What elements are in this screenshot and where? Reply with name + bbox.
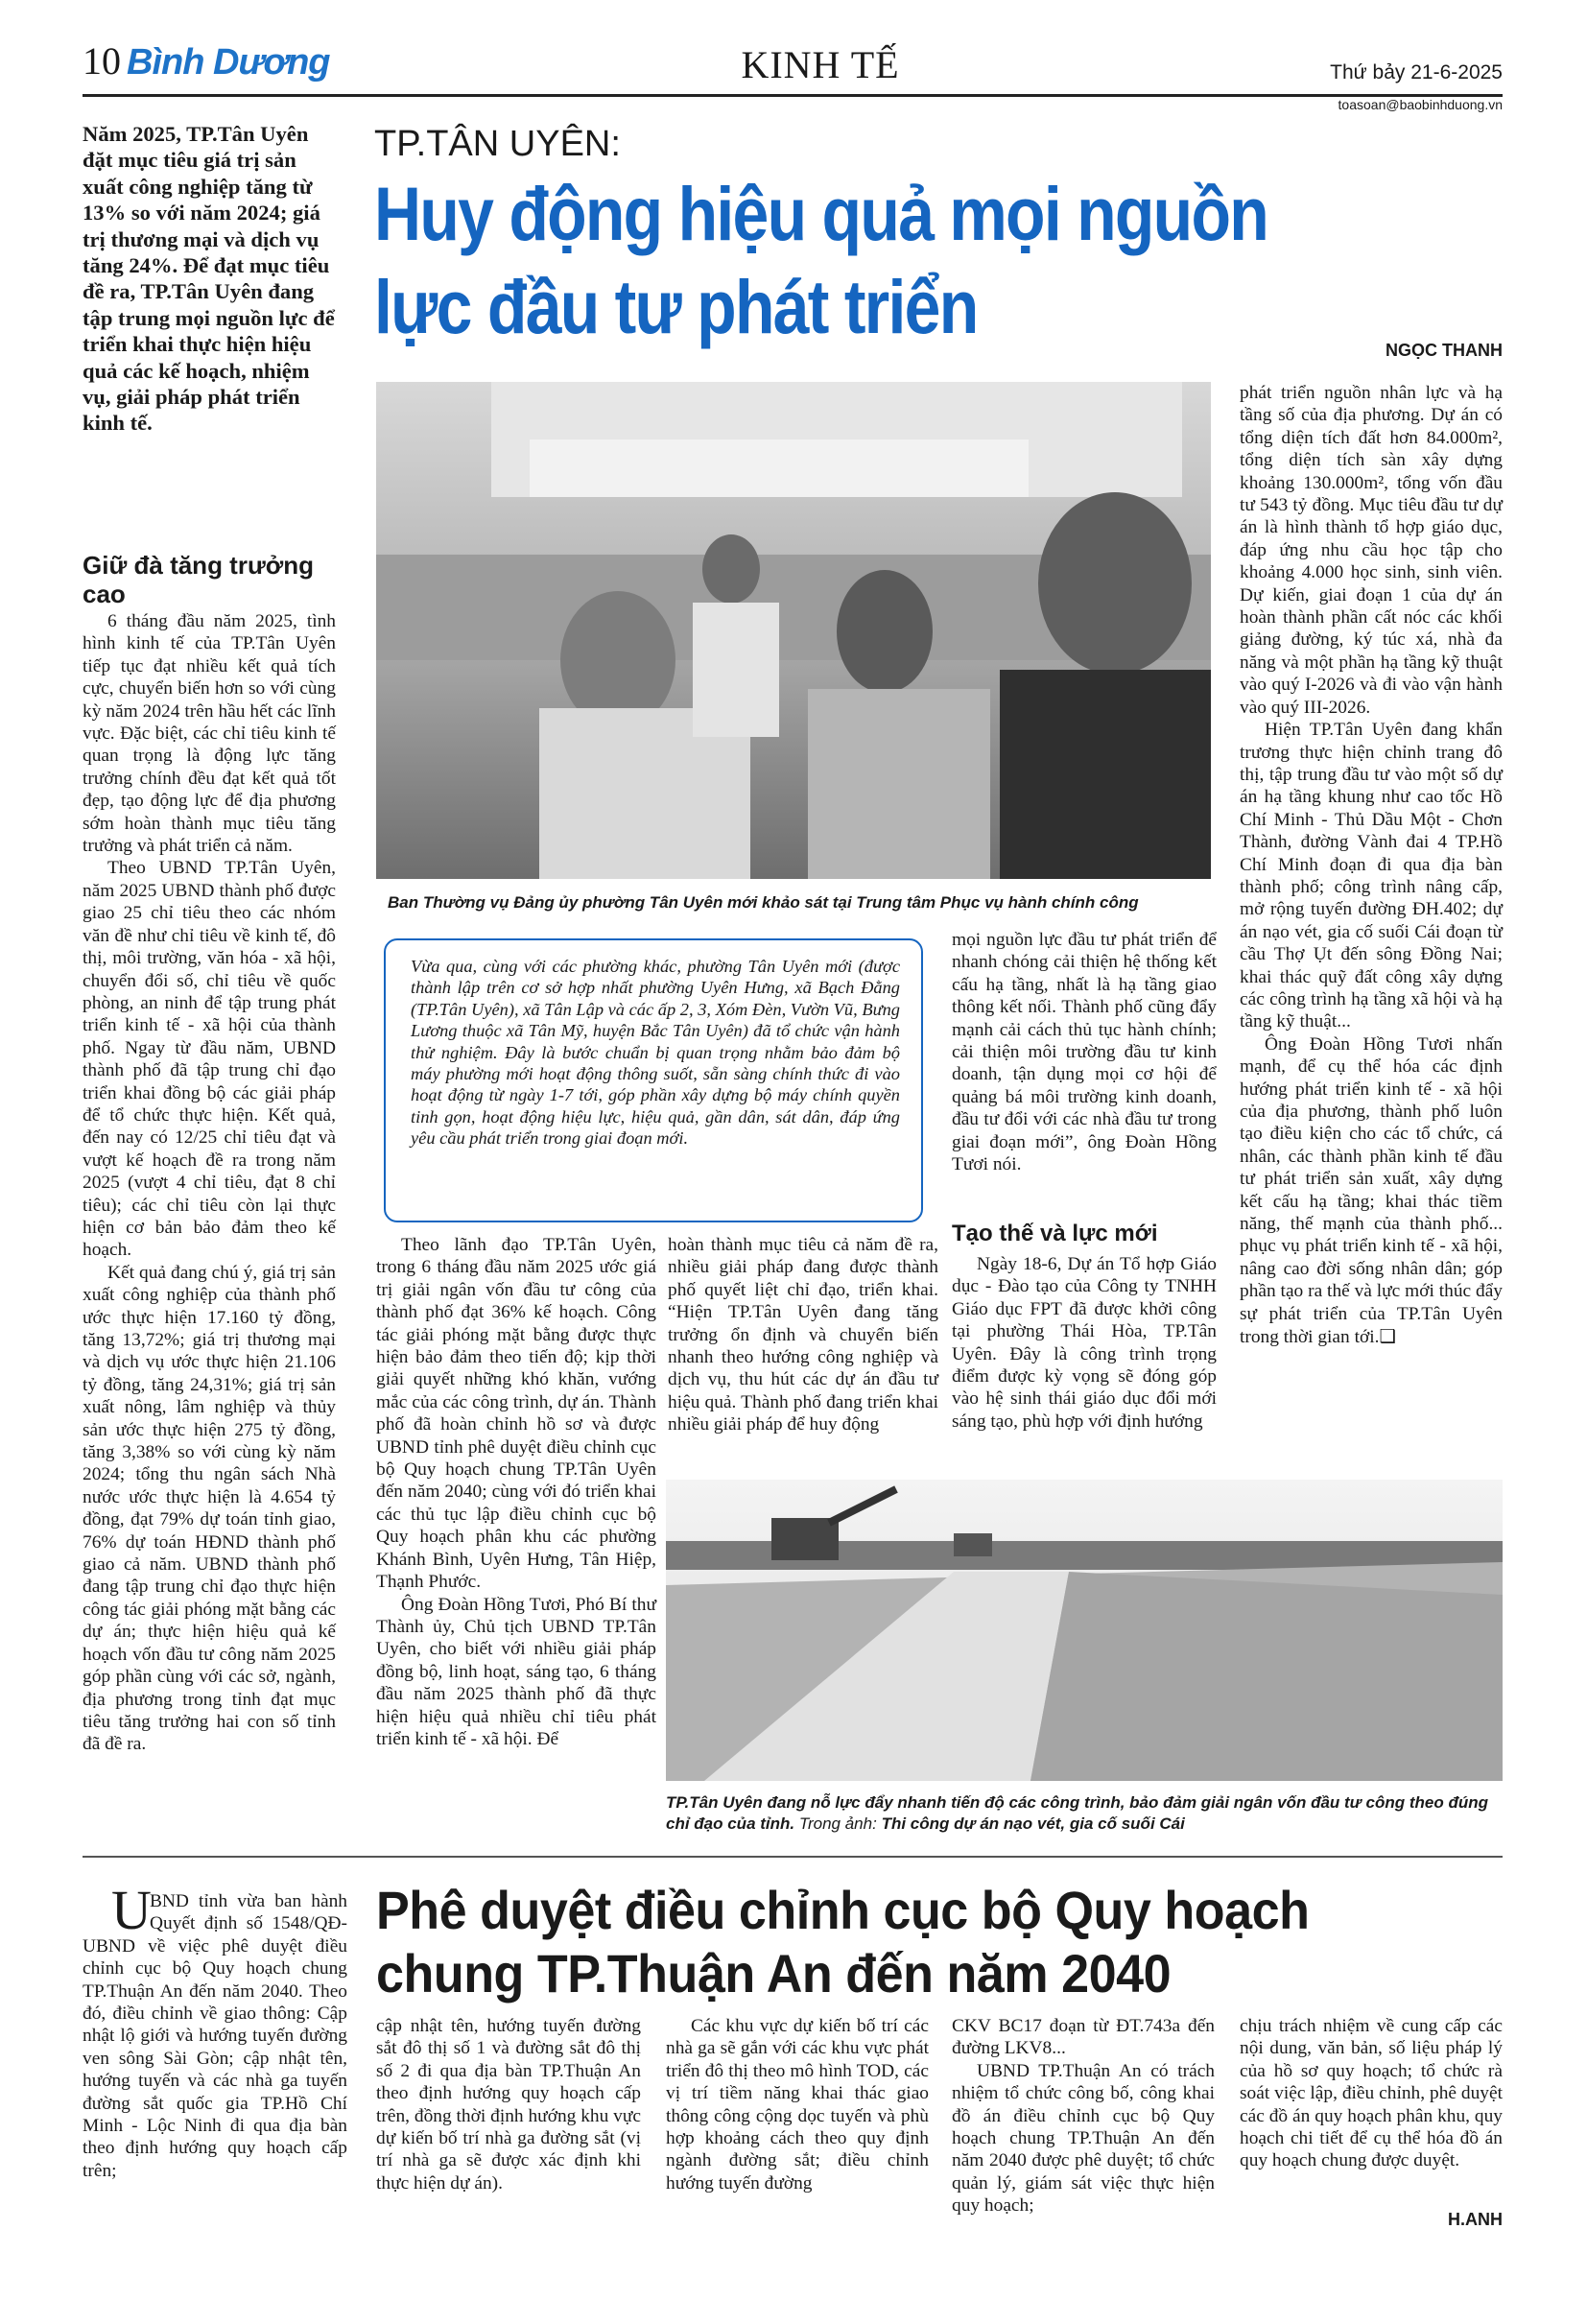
subheading-growth: Giữ đà tăng trưởng cao <box>83 551 315 608</box>
issue-date: Thứ bảy 21-6-2025 <box>1330 61 1503 83</box>
end-mark: ❑ <box>1379 1325 1396 1348</box>
photo-construction-site <box>666 1480 1503 1781</box>
article-kicker: TP.TÂN UYÊN: <box>374 124 621 164</box>
paragraph: CKV BC17 đoạn từ ĐT.743a đến đường LKV8... <box>952 2016 1215 2059</box>
column-5 <box>1240 382 1503 1348</box>
paragraph: Theo lãnh đạo TP.Tân Uyên, trong 6 tháng đầu năm 2025 ước giá trị giải ngân vốn đầu tư công của thành phố đạt 36% kế hoạch. Công tác giải phóng mặt bằng được thực hiện bảo đảm theo tiến độ; kịp thời giải quyết những khó khăn, vướng mắc của các công trình, dự án. Thành phố đã hoàn chỉnh hồ sơ và được UBND tỉnh phê duyệt điều chỉnh cục bộ Quy hoạch chung TP.Tân Uyên đến năm 2040; cùng với đó triển khai các thủ tục lập điều chỉnh cục bộ Quy hoạch phân khu các phường Khánh Bình, Uyên Hưng, Tân Hiệp, Thạnh Phước. <box>376 1235 656 1593</box>
photo1-caption: Ban Thường vụ Đảng ủy phường Tân Uyên mới khảo sát tại Trung tâm Phục vụ hành chính công <box>388 893 1139 912</box>
paragraph: Ông Đoàn Hồng Tươi, Phó Bí thư Thành ủy, Chủ tịch UBND TP.Tân Uyên, cho biết với nhiều giải pháp đồng bộ, linh hoạt, sáng tạo, 6 tháng đầu năm 2025 thành phố đã thực hiện hiệu quả nhiều chỉ tiêu phát triển kinh tế - xã hội. Để <box>376 1594 656 1749</box>
column-2 <box>376 1234 656 1750</box>
article2-column-3 <box>666 2015 929 2194</box>
section-divider <box>83 1856 1503 1858</box>
paragraph: cập nhật tên, hướng tuyến đường sắt đô thị số 1 và đường sắt đô thị số 2 đi qua địa bàn TP.Thuận An theo định hướng quy hoạch cấp trên, đồng thời định hướng khu vực dự kiến bố trí nhà ga đường sắt (vị trí nhà ga sẽ được xác định khi thực hiện dự án). <box>376 2016 641 2194</box>
masthead-logo: Bình Dương <box>127 42 330 83</box>
photo-officials-visit <box>376 382 1211 879</box>
paragraph: UBND TP.Thuận An có trách nhiệm tổ chức công bố, công khai đồ án điều chỉnh cục bộ Quy hoạch chung TP.Thuận An đến năm 2040 được phê duyệt; tổ chức quản lý, giám sát việc thực hiện quy hoạch; <box>952 2060 1215 2217</box>
page-number: 10 <box>83 39 121 83</box>
paragraph: mọi nguồn lực đầu tư phát triển để nhanh chóng cải thiện hệ thống kết cấu hạ tầng, nhất là hạ tầng giao thông kết nối. Thành phố cũng đẩy mạnh cải cách thủ tục hành chính; cải thiện môi trường đầu tư kinh doanh, tận dụng mọi cơ hội để quảng bá môi trường kinh doanh, đầu tư đổi với các nhà đầu tư trong giai đoạn mới”, ông Đoàn Hồng Tươi nói. <box>952 930 1217 1175</box>
article2-column-1 <box>83 1890 347 2182</box>
article2-headline: Phê duyệt điều chỉnh cục bộ Quy hoạch chung TP.Thuận An đến năm 2040 <box>376 1880 1310 2004</box>
photo2-caption-bold: TP.Tân Uyên đang nỗ lực đẩy nhanh tiến độ các công trình, bảo đảm giải ngân vốn đầu tư công theo đúng chỉ đạo của tỉnh. <box>666 1793 1489 1833</box>
photo2-caption-tail: Thi công dự án nạo vét, gia cố suối Cái <box>881 1814 1185 1833</box>
subheading-new-momentum: Tạo thế và lực mới <box>952 1221 1158 1246</box>
paragraph-text: Ông Đoàn Hồng Tươi nhấn mạnh, để cụ thể hóa các định hướng phát triển kinh tế - xã hội của địa phương, thành phố luôn tạo điều kiện cho các tổ chức, cá nhân, các thành phần kinh tế đầu tư phát triển sản xuất, xây dựng kết cấu hạ tầng; khai thác tiềm năng, thế mạnh của thành phố... phục vụ phát triển kinh tế - xã hội, nâng cao đời sống nhân dân; góp phần tạo ra thế và lực mới thúc đẩy sự phát triển của TP.Tân Uyên trong thời gian tới. <box>1240 1033 1503 1348</box>
article2-column-4 <box>952 2015 1215 2217</box>
article-author: NGỌC THANH <box>1386 341 1503 360</box>
section-title: KINH TẾ <box>741 43 900 86</box>
paragraph <box>1240 1033 1503 1349</box>
photo2-caption-lead: Trong ảnh: <box>798 1814 877 1833</box>
paragraph: BND tỉnh vừa ban hành Quyết định số 1548/QĐ-UBND về việc phê duyệt điều chỉnh cục bộ Quy hoạch chung TP.Thuận An đến năm 2040. Theo đó, điều chỉnh về giao thông: Cập nhật lộ giới và hướng tuyến đường ven sông Sài Gòn; cập nhật tên, hướng tuyến và các nhà ga tuyến đường sắt quốc gia TP.Hồ Chí Minh - Lộc Ninh đi qua địa bàn theo định hướng quy hoạch cấp trên; <box>83 1891 347 2181</box>
column-4b <box>952 1253 1217 1433</box>
paragraph: Các khu vực dự kiến bố trí các nhà ga sẽ gắn với các khu vực phát triển đô thị theo mô hình TOD, các vị trí tiềm năng khai thác giao thông công cộng dọc tuyến và phù hợp khoảng cách theo quy định ngành đường sắt; điều chỉnh hướng tuyến đường <box>666 2016 929 2194</box>
photo-construction-site-image <box>666 1480 1503 1781</box>
paragraph: chịu trách nhiệm về cung cấp các nội dung, văn bản, số liệu pháp lý của hồ sơ quy hoạch; tổ chức rà soát việc lập, điều chỉnh, phê duyệt các đồ án quy hoạch phân khu, quy hoạch chi tiết để cụ thể hóa đồ án quy hoạch chung được duyệt. <box>1240 2016 1503 2171</box>
paragraph: Theo UBND TP.Tân Uyên, năm 2025 UBND thành phố được giao 25 chỉ tiêu theo các nhóm văn đề như chỉ tiêu về kinh tế, đô thị, môi trường, văn hóa - xã hội, chuyển đổi số, chỉ tiêu về quốc phòng, an ninh để tập trung phát triển kinh tế - xã hội của thành phố. Ngay từ đầu năm, UBND thành phố đã tập trung chỉ đạo triển khai đồng bộ các giải pháp để tổ chức thực hiện. Kết quả, đến nay có 12/25 chỉ tiêu đạt và vượt kế hoạch đề ra trong năm 2025 (vượt 4 chỉ tiêu, đạt 8 chỉ tiêu); các chỉ tiêu còn lại thực hiện cơ bản bảo đảm theo kế hoạch. <box>83 858 336 1261</box>
dropcap-spacer <box>83 1890 150 1934</box>
photo2-caption <box>666 1792 1503 1835</box>
paragraph: hoàn thành mục tiêu cả năm đề ra, nhiều giải pháp đang được thành phố quyết liệt chỉ đạo, triển khai. “Hiện TP.Tân Uyên đang tăng trưởng ổn định và chuyển biến nhanh theo hướng công nghiệp và dịch vụ, thu hút các dự án đầu tư hiệu quả. Thành phố đang triển khai nhiều giải pháp để huy động <box>668 1235 938 1435</box>
article-headline: Huy động hiệu quả mọi nguồn lực đầu tư phát triển <box>374 171 1268 349</box>
paragraph: Hiện TP.Tân Uyên đang khẩn trương thực hiện chỉnh trang đô thị, tập trung đầu tư vào một số dự án hạ tầng khung như cao tốc Hồ Chí Minh - Thủ Dầu Một - Chơn Thành, đường Vành đai 4 TP.Hồ Chí Minh đoạn đi qua địa bàn thành phố; công trình nâng cấp, mở rộng tuyến đường ĐH.402; dự án nạo vét, gia cố suối Cái đoạn từ cầu Thợ Ụt đến sông Đồng Nai; khai thác quỹ đất công xây dựng các công trình hạ tầng xã hội và hạ tầng kỹ thuật... <box>1240 720 1503 1032</box>
photo-officials-visit-image <box>376 382 1211 879</box>
article2-dropcap: U <box>111 1879 152 1941</box>
article2-author: H.ANH <box>1448 2210 1503 2229</box>
column-1 <box>83 610 336 1756</box>
paragraph: Ngày 18-6, Dự án Tổ hợp Giáo dục - Đào tạo của Công ty TNHH Giáo dục FPT đã được khởi công tại phường Thái Hòa, TP.Tân Uyên. Đây là công trình trọng điểm được kỳ vọng sẽ đóng góp vào hệ sinh thái giáo dục đổi mới sáng tạo, phù hợp với định hướng <box>952 1254 1217 1432</box>
highlight-box-text: Vừa qua, cùng với các phường khác, phường Tân Uyên mới (được thành lập trên cơ sở hợp nhất phường Uyên Hưng, xã Bạch Đằng (TP.Tân Uyên), xã Tân Lập và các ấp 2, 3, Xóm Đèn, Vườn Vũ, Bưng Lương thuộc xã Tân Mỹ, huyện Bắc Tân Uyên) đã tổ chức vận hành thử nghiệm. Đây là bước chuẩn bị quan trọng nhằm bảo đảm bộ máy phường mới hoạt động thông suốt, sẵn sàng chính thức đi vào hoạt động từ ngày 1-7 tới, góp phần xây dựng bộ máy chính quyền tinh gọn, hoạt động hiệu lực, hiệu quả, gần dân, sát dân, đáp ứng yêu cầu phát triển trong giai đoạn mới. <box>411 957 900 1149</box>
article-lead: Năm 2025, TP.Tân Uyên đặt mục tiêu giá trị sản xuất công nghiệp tăng từ 13% so với năm 2024; giá trị thương mại và dịch vụ tăng 24%. Để đạt mục tiêu đề ra, TP.Tân Uyên đang tập trung mọi nguồn lực để triển khai thực hiện hiệu quả các kế hoạch, nhiệm vụ, giải pháp phát triển kinh tế. <box>83 122 335 436</box>
contact-email[interactable]: toasoan@baobinhduong.vn <box>1338 97 1503 112</box>
paragraph: phát triển nguồn nhân lực và hạ tầng số của địa phương. Dự án có tổng diện tích đất hơn 84.000m², tổng diện tích sàn xây dựng khoảng 130.000m², tổng vốn đầu tư 543 tỷ đồng. Mục tiêu đầu tư dự án là hình thành tổ hợp giáo dục, đáp ứng nhu cầu học tập cho khoảng 4.000 học sinh, sinh viên. Dự kiến, giai đoạn 1 của dự án hoàn thành phần cất nóc các khối giảng đường, ký túc xá, nhà đa năng và một phần hạ tầng kỹ thuật vào quý I-2026 và đi vào vận hành vào quý III-2026. <box>1240 383 1503 718</box>
article2-column-5 <box>1240 2015 1503 2172</box>
paragraph: Kết quả đang chú ý, giá trị sản xuất công nghiệp của thành phố ước thực hiện 17.160 tỷ đồng, tăng 13,72%; giá trị thương mại và dịch vụ ước thực hiện 21.106 tỷ đồng, tăng 24,31%; giá trị sản xuất nông, lâm nghiệp và thủy sản ước thực hiện 275 tỷ đồng, tăng 3,38% so với cùng kỳ năm 2024; tổng thu ngân sách Nhà nước ước thực hiện là 4.654 tỷ đồng, đạt 79% dự toán tỉnh giao, 76% dự toán HĐND thành phố giao cả năm. UBND thành phố đang tập trung chỉ đạo thực hiện công tác giải phóng mặt bằng các dự án; thực hiện hiệu quả kế hoạch vốn đầu tư công năm 2025 góp phần cùng với các sở, ngành, địa phương trong tỉnh đạt mục tiêu tăng trưởng hai con số tỉnh đã đề ra. <box>83 1262 336 1755</box>
column-4 <box>952 929 1217 1175</box>
article2-column-2 <box>376 2015 641 2194</box>
column-3 <box>668 1234 938 1436</box>
paragraph: 6 tháng đầu năm 2025, tình hình kinh tế của TP.Tân Uyên tiếp tục đạt nhiều kết quả tích cực, chuyển biến hơn so với cùng kỳ năm 2024 trên hầu hết các lĩnh vực. Đặc biệt, các chỉ tiêu kinh tế quan trọng là động lực tăng trưởng chính đều đạt kết quả tốt đẹp, tạo động lực để địa phương sớm hoàn thành mục tiêu tăng trưởng và phát triển cả năm. <box>83 611 336 857</box>
